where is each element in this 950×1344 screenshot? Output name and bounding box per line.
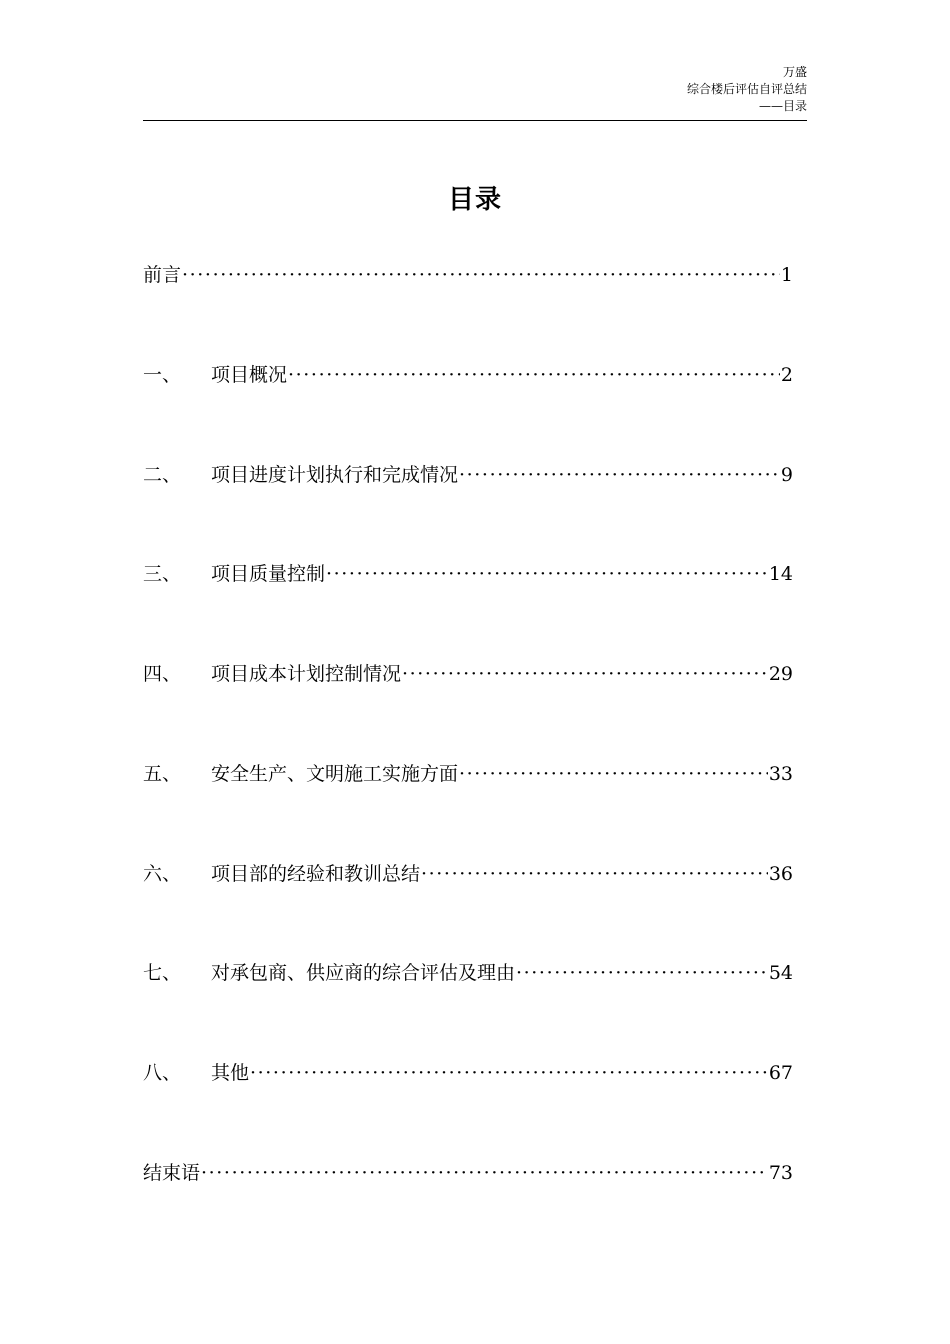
toc-entry-label: 项目质量控制	[211, 563, 326, 586]
toc-entry-label: 对承包商、供应商的综合评估及理由	[211, 962, 516, 985]
toc-dot-leader	[459, 757, 768, 791]
toc-entry-number: 一、	[143, 363, 182, 386]
toc-page-number: 67	[768, 1062, 793, 1084]
toc-entry-number: 五、	[143, 762, 182, 785]
toc-entry-label: 项目概况	[211, 363, 288, 386]
toc-entry-label: 前言	[143, 264, 182, 286]
toc-page-number: 29	[768, 663, 793, 685]
toc-entry-7[interactable]	[143, 956, 793, 1056]
header-rule	[143, 120, 807, 121]
toc-dot-leader	[182, 258, 780, 292]
toc-entry-4[interactable]	[143, 657, 793, 757]
toc-dot-leader	[459, 458, 780, 492]
toc-entry-8[interactable]	[143, 1056, 793, 1156]
toc-page-number: 73	[768, 1161, 793, 1184]
toc-page-number: 9	[780, 463, 793, 486]
page-title: 目录	[447, 185, 502, 215]
toc-entry-3[interactable]	[143, 557, 793, 657]
toc-page-number: 2	[780, 363, 793, 386]
toc-entry-number: 四、	[143, 663, 182, 685]
toc-dot-leader	[326, 557, 768, 591]
toc-entry-label: 项目进度计划执行和完成情况	[211, 463, 459, 486]
toc-entry-label: 其他	[211, 1062, 250, 1084]
header-section: ——目录	[758, 99, 807, 113]
toc-dot-leader	[421, 857, 768, 891]
toc-entry-5[interactable]	[143, 757, 793, 857]
toc-dot-leader	[250, 1056, 768, 1090]
header-document-title: 综合楼后评估自评总结	[686, 82, 807, 96]
toc-entry-number: 六、	[143, 862, 182, 885]
toc-dot-leader	[516, 956, 768, 990]
toc-dot-leader	[288, 358, 780, 392]
toc-page-number: 54	[768, 962, 793, 985]
toc-page-number: 36	[768, 862, 793, 885]
toc-entry-label: 项目部的经验和教训总结	[211, 862, 421, 885]
toc-entry-label: 项目成本计划控制情况	[211, 663, 402, 685]
toc-dot-leader	[402, 657, 768, 691]
toc-entry-number: 七、	[143, 962, 182, 985]
toc-entry-2[interactable]	[143, 458, 793, 558]
toc-page-number: 33	[768, 762, 793, 785]
table-of-contents	[143, 258, 793, 1256]
toc-entry-6[interactable]	[143, 857, 793, 957]
toc-entry-preface[interactable]	[143, 258, 793, 358]
header-company: 万盛	[782, 65, 807, 79]
toc-entry-conclusion[interactable]	[143, 1156, 793, 1256]
toc-entry-number: 三、	[143, 563, 182, 586]
toc-entry-1[interactable]	[143, 358, 793, 458]
toc-page-number: 14	[768, 563, 793, 586]
toc-dot-leader	[201, 1156, 768, 1190]
toc-page-number: 1	[780, 264, 793, 286]
toc-entry-label: 结束语	[143, 1161, 201, 1184]
running-header	[143, 64, 807, 115]
toc-entry-number: 八、	[143, 1062, 182, 1084]
toc-entry-number: 二、	[143, 463, 182, 486]
toc-entry-label: 安全生产、文明施工实施方面	[211, 762, 459, 785]
